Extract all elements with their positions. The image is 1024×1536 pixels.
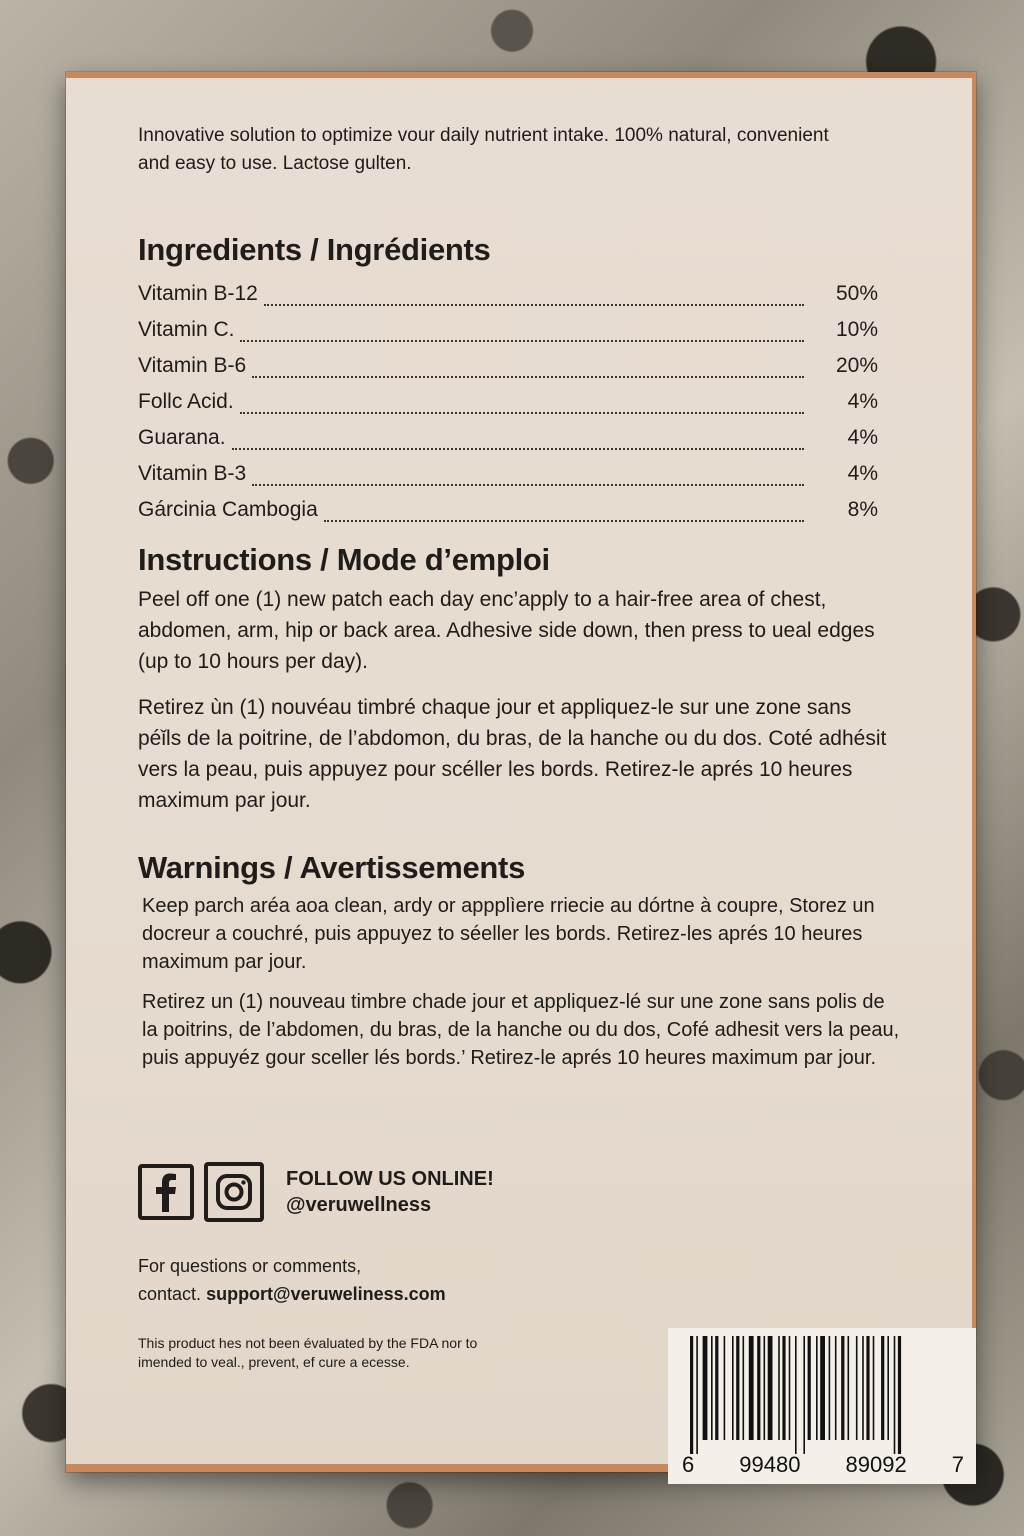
barcode-bar (803, 1336, 805, 1454)
barcode-bar (757, 1336, 760, 1440)
barcode-bar (715, 1336, 718, 1440)
ingredient-row (138, 462, 878, 498)
instructions-french: Retirez ùn (1) nouvéau timbré chaque jour et appliquez-le sur une zone sans péǐls de la poitrine, de l’abdomon, du bras, de la hanche ou du dos. Coté adhésit vers la peau, puis appuyez pour scéller les bords. Retirez-le aprés 10 heures maximum par jour. (138, 696, 887, 812)
ingredient-name: Vitamin B-3 (138, 462, 247, 485)
box-top-edge (66, 72, 976, 78)
barcode-bar (856, 1336, 858, 1440)
ingredient-name: Follc Acid. (138, 390, 234, 413)
instructions-heading: Instructions / Mode d’emploi (138, 542, 550, 577)
barcode-bar (835, 1336, 837, 1440)
ingredient-percent: 10% (835, 318, 878, 341)
barcode-bar (696, 1336, 698, 1454)
follow-label: FOLLOW US ONLINE! (286, 1168, 494, 1190)
barcode-bar (764, 1336, 766, 1440)
ingredient-percent: 4% (847, 390, 878, 413)
barcode-bar (829, 1336, 831, 1440)
product-box-back (66, 72, 976, 1477)
barcode-bar (848, 1336, 850, 1440)
ingredient-name: Gárcinia Cambogia (138, 498, 318, 521)
ingredient-name: Vitamin C. (138, 318, 235, 341)
dot-leader (232, 448, 804, 450)
box-right-edge (972, 72, 976, 1472)
contact-prefix: contact. (138, 1284, 202, 1304)
social-handle: @veruwellness (286, 1194, 432, 1216)
facebook-icon (138, 1164, 194, 1220)
ingredient-percent: 4% (847, 426, 878, 449)
warnings-heading: Warnings / Avertissements (138, 850, 526, 885)
barcode-digit-group: 7 (951, 1452, 964, 1477)
barcode-bar (778, 1336, 780, 1440)
barcode-digit-group: 99480 (739, 1452, 801, 1477)
dot-leader (240, 412, 804, 414)
instructions-english: Peel off one (1) new patch each day enc’apply to a hair-free area of chest, abdomen, arm, hip or back area. Adhesive side down, then press to ueal edges (up to 10 hours per day). (138, 588, 875, 673)
fda-disclaimer: This product hes not been évaluated by the FDA nor to imended to veal., prevent, ef cure a ecesse. (138, 1335, 478, 1370)
follow-text (286, 1166, 494, 1218)
ingredient-name: Vitamin B-12 (138, 282, 258, 305)
ingredients-heading: Ingredients / Ingrédients (138, 232, 491, 267)
barcode-bar (795, 1336, 797, 1454)
barcode-bars (668, 1334, 976, 1458)
barcode-bar (866, 1336, 869, 1440)
warnings-english: Keep parch aréa aoa clean, ardy or appplìere rriecie au dórtne à coupre, Storez un docreur a couchré, puis appuyez to séeller les bords. Retirez-les aprés 10 heures maximum par jour. (142, 895, 875, 973)
barcode-bar (898, 1336, 901, 1454)
social-section (138, 1162, 494, 1222)
ingredient-percent: 50% (835, 282, 878, 305)
ingredients-list (138, 282, 878, 534)
barcode-bar (690, 1336, 693, 1454)
barcode-bar (736, 1336, 739, 1440)
ingredient-row (138, 354, 878, 390)
ingredient-percent: 8% (847, 498, 878, 521)
barcode-bar (808, 1336, 811, 1440)
barcode-bar (894, 1336, 896, 1454)
barcode-bar (820, 1336, 825, 1440)
barcode-bar (724, 1336, 726, 1440)
contact-email-line (138, 1280, 446, 1308)
barcode-bar (749, 1336, 754, 1440)
barcode-digit-group: 89092 (845, 1452, 907, 1477)
ingredient-row (138, 318, 878, 354)
label-content (138, 122, 964, 1477)
ingredient-percent: 4% (847, 462, 878, 485)
ingredient-row (138, 282, 878, 318)
dot-leader (252, 376, 804, 378)
dot-leader (252, 484, 804, 486)
intro-text: Innovative solution to optimize vour daily nutrient intake. 100% natural, convenient and easy to use. Lactose gulten. (138, 125, 829, 174)
barcode-number (668, 1452, 976, 1478)
barcode-bar (768, 1336, 773, 1440)
contact-line: For questions or comments, (138, 1256, 362, 1276)
ingredient-name: Vitamin B-6 (138, 354, 247, 377)
barcode-bar (789, 1336, 791, 1440)
dot-leader (324, 520, 804, 522)
barcode-bar (703, 1336, 708, 1440)
ingredient-row (138, 426, 878, 462)
contact-info (138, 1252, 446, 1308)
barcode-bar (881, 1336, 884, 1440)
barcode-bar (732, 1336, 734, 1440)
support-email: support@veruweliness.com (206, 1284, 446, 1304)
barcode (668, 1328, 976, 1484)
ingredient-row (138, 390, 878, 426)
instagram-icon (204, 1162, 264, 1222)
barcode-digit-group: 6 (682, 1452, 695, 1477)
ingredient-row (138, 498, 878, 534)
warnings-french: Retirez un (1) nouveau timbre chade jour et appliquez-lé sur une zone sans polis de la poitrins, de l’abdomen, du bras, de la hanche ou du dos, Cofé adhesit vers la peau, puis appuyéz gour sceller lés bords.’ Retirez-le aprés 10 heures maximum par jour. (142, 991, 900, 1069)
barcode-bar (816, 1336, 818, 1440)
ingredient-percent: 20% (835, 354, 878, 377)
barcode-bar (873, 1336, 875, 1440)
ingredient-name: Guarana. (138, 426, 226, 449)
dot-leader (240, 340, 804, 342)
barcode-bar (782, 1336, 785, 1440)
barcode-bar (862, 1336, 864, 1440)
barcode-bar (841, 1336, 844, 1440)
dot-leader (264, 304, 804, 306)
barcode-bar (887, 1336, 889, 1440)
barcode-bar (711, 1336, 713, 1440)
barcode-bar (743, 1336, 745, 1440)
